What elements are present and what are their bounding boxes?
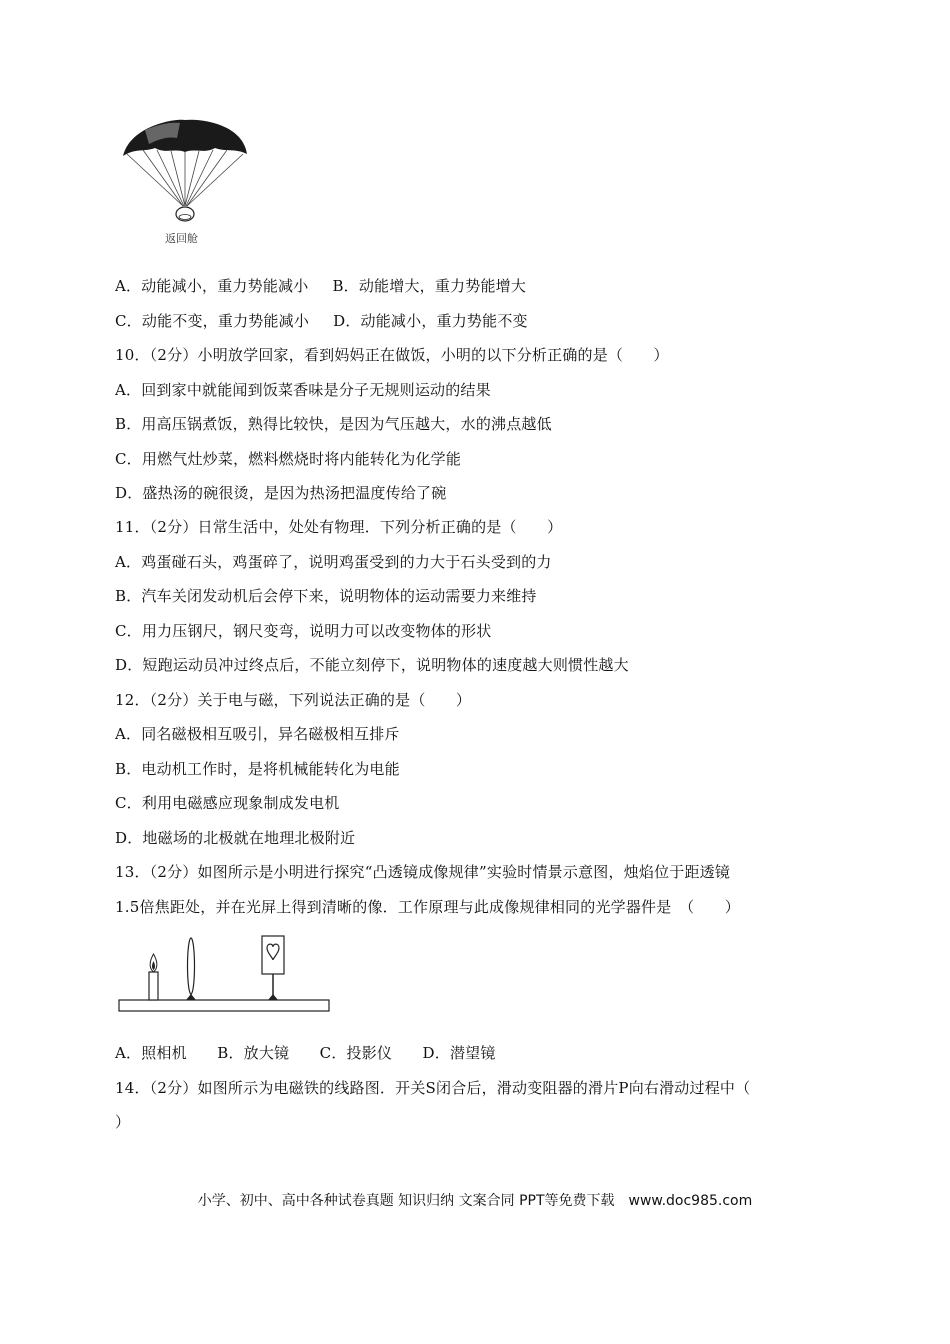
q14-stem-line-2: ） [115,1113,131,1131]
q9-option-c: C．动能不变，重力势能减小 [115,312,310,330]
q10-option-c: C．用燃气灶炒菜，燃料燃烧时将内能转化为化学能 [115,450,462,468]
page-footer: 小学、初中、高中各种试卷真题 知识归纳 文案合同 PPT等免费下载 www.doc985.com [197,1193,753,1209]
q11-option-a: A．鸡蛋碰石头，鸡蛋碎了，说明鸡蛋受到的力大于石头受到的力 [115,553,552,571]
optical-bench-illustration [115,930,335,1020]
q13-stem-line-2: 1.5倍焦距处，并在光屏上得到清晰的像．工作原理与此成像规律相同的光学器件是 （ ） [115,898,740,916]
q12-option-d: D．地磁场的北极就在地理北极附近 [115,829,356,847]
q10-stem: 10．（2分）小明放学回家，看到妈妈正在做饭，小明的以下分析正确的是（ ） [115,346,669,364]
q13-options: A．照相机 B．放大镜 C．投影仪 D．潜望镜 [115,1044,496,1062]
q11-option-c: C．用力压钢尺，钢尺变弯，说明力可以改变物体的形状 [115,622,492,640]
q9-options-row-2 [115,311,528,331]
parachute-illustration [115,118,255,248]
q10-option-b: B．用高压锅煮饭，熟得比较快，是因为气压越大，水的沸点越低 [115,415,552,433]
q9-option-b: B．动能增大，重力势能增大 [332,277,527,295]
optical-bench-figure [115,930,335,1020]
q10-option-d: D．盛热汤的碗很烫，是因为热汤把温度传给了碗 [115,484,447,502]
q12-stem: 12．（2分）关于电与磁，下列说法正确的是（ ） [115,691,472,709]
q11-option-d: D．短跑运动员冲过终点后，不能立刻停下，说明物体的速度越大则惯性越大 [115,656,629,674]
parachute-figure [115,118,255,248]
q14-stem-line-1: 14．（2分）如图所示为电磁铁的线路图．开关S闭合后，滑动变阻器的滑片P向右滑动过程中（ [115,1079,751,1097]
q9-option-d: D．动能减小，重力势能不变 [333,312,528,330]
q9-option-a: A．动能减小，重力势能减小 [115,277,309,295]
parachute-caption: 返回舱 [165,232,198,245]
q11-stem: 11．（2分）日常生活中，处处有物理．下列分析正确的是（ ） [115,518,563,536]
q9-options-row-1 [115,276,526,296]
q13-stem-line-1: 13．（2分）如图所示是小明进行探究“凸透镜成像规律”实验时情景示意图，烛焰位于距透镜 [115,863,731,881]
q12-option-c: C．利用电磁感应现象制成发电机 [115,794,340,812]
q11-option-b: B．汽车关闭发动机后会停下来，说明物体的运动需要力来维持 [115,587,537,605]
q10-option-a: A．回到家中就能闻到饭菜香味是分子无规则运动的结果 [115,381,491,399]
q12-option-b: B．电动机工作时，是将机械能转化为电能 [115,760,400,778]
q12-option-a: A．同名磁极相互吸引，异名磁极相互排斥 [115,725,400,743]
